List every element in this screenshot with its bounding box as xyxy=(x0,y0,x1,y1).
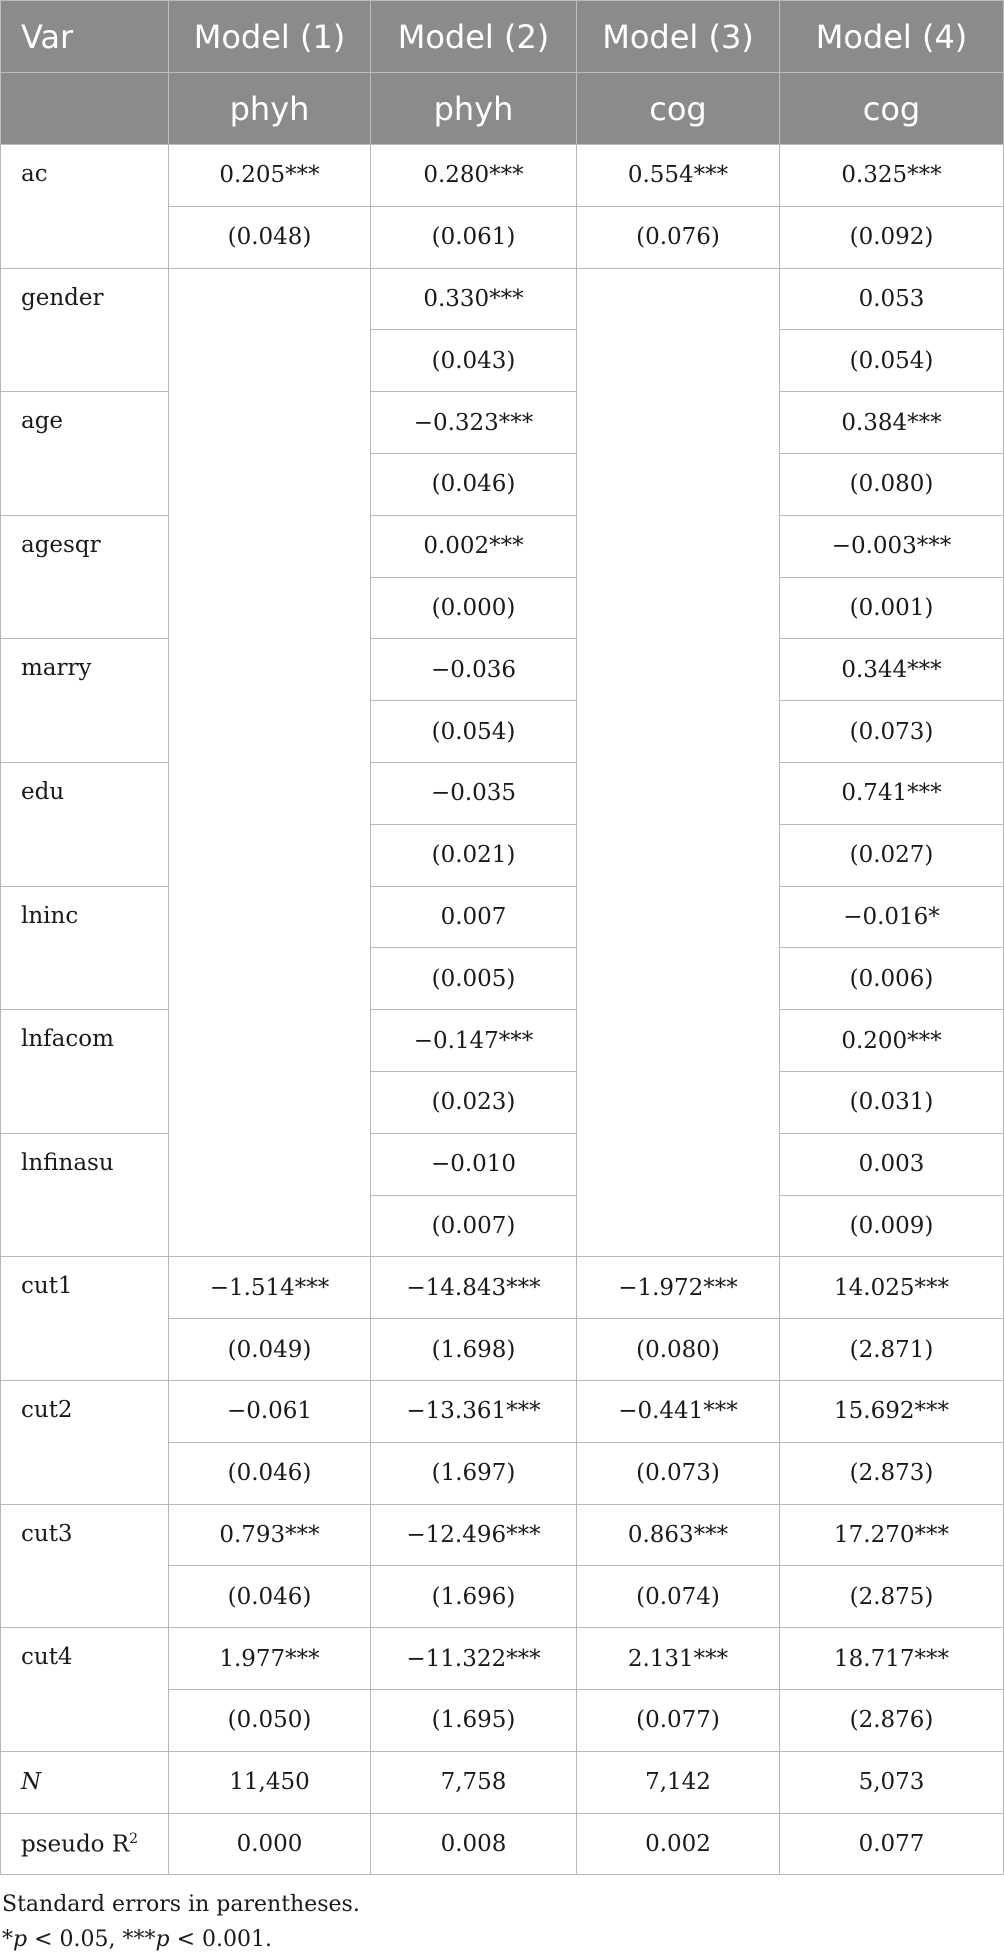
stat-cell: 7,142 xyxy=(577,1751,780,1813)
se-cell: (0.080) xyxy=(577,1319,780,1381)
se-cell: (1.697) xyxy=(371,1442,577,1504)
table-row-coef xyxy=(1,268,1004,330)
se-cell: (2.876) xyxy=(780,1689,1004,1751)
se-cell: (0.048) xyxy=(169,206,371,268)
coef-cell: 17.270*** xyxy=(780,1504,1004,1566)
se-cell: (0.046) xyxy=(169,1566,371,1628)
coef-cell: 0.344*** xyxy=(780,639,1004,701)
coef-cell: 0.002*** xyxy=(371,515,577,577)
blank-cell xyxy=(169,268,371,1257)
header-model-2: Model (2) xyxy=(371,1,577,73)
coef-cell: 0.554*** xyxy=(577,145,780,207)
table-row-coef xyxy=(1,1010,1004,1072)
coef-cell: 0.280*** xyxy=(371,145,577,207)
coef-cell: 15.692*** xyxy=(780,1380,1004,1442)
note-significance: *p < 0.05, ***p < 0.001. xyxy=(2,1927,272,1953)
coef-cell: 0.003 xyxy=(780,1133,1004,1195)
stat-cell: 0.077 xyxy=(780,1813,1004,1875)
coef-cell: −0.010 xyxy=(371,1133,577,1195)
se-cell: (0.046) xyxy=(169,1442,371,1504)
se-cell: (0.007) xyxy=(371,1195,577,1257)
table-row-coef xyxy=(1,639,1004,701)
se-cell: (0.054) xyxy=(371,701,577,763)
coef-cell: −0.035 xyxy=(371,762,577,824)
se-cell: (0.061) xyxy=(371,206,577,268)
row-label: edu xyxy=(1,762,169,886)
stat-cell: 0.008 xyxy=(371,1813,577,1875)
table-row-coef xyxy=(1,1257,1004,1319)
table-row-coef xyxy=(1,1380,1004,1442)
row-label: lninc xyxy=(1,886,169,1010)
se-cell: (0.080) xyxy=(780,453,1004,515)
se-cell: (0.050) xyxy=(169,1689,371,1751)
se-cell: (0.043) xyxy=(371,330,577,392)
coef-cell: 0.793*** xyxy=(169,1504,371,1566)
coef-cell: 0.007 xyxy=(371,886,577,948)
se-cell: (0.023) xyxy=(371,1071,577,1133)
se-cell: (2.871) xyxy=(780,1319,1004,1381)
se-cell: (0.077) xyxy=(577,1689,780,1751)
se-cell: (1.698) xyxy=(371,1319,577,1381)
se-cell: (0.000) xyxy=(371,577,577,639)
coef-cell: 0.330*** xyxy=(371,268,577,330)
coef-cell: −0.323*** xyxy=(371,392,577,454)
coef-cell: −1.514*** xyxy=(169,1257,371,1319)
se-cell: (0.009) xyxy=(780,1195,1004,1257)
stat-cell: 0.002 xyxy=(577,1813,780,1875)
row-label: cut3 xyxy=(1,1504,169,1628)
coef-cell: 0.053 xyxy=(780,268,1004,330)
header-row-models xyxy=(1,1,1004,73)
coef-cell: −0.441*** xyxy=(577,1380,780,1442)
header-model-1: Model (1) xyxy=(169,1,371,73)
note-standard-errors: Standard errors in parentheses. xyxy=(2,1892,360,1918)
coef-cell: 18.717*** xyxy=(780,1628,1004,1690)
header-model-3: Model (3) xyxy=(577,1,780,73)
table-body xyxy=(1,145,1004,1875)
coef-cell: −0.147*** xyxy=(371,1010,577,1072)
table-header xyxy=(1,1,1004,145)
row-label: lnfinasu xyxy=(1,1133,169,1257)
se-cell: (0.092) xyxy=(780,206,1004,268)
coef-cell: −11.322*** xyxy=(371,1628,577,1690)
coef-cell: 0.384*** xyxy=(780,392,1004,454)
se-cell: (1.695) xyxy=(371,1689,577,1751)
stat-cell: 0.000 xyxy=(169,1813,371,1875)
coef-cell: −0.061 xyxy=(169,1380,371,1442)
table-row-coef xyxy=(1,886,1004,948)
coef-cell: 2.131*** xyxy=(577,1628,780,1690)
se-cell: (0.073) xyxy=(780,701,1004,763)
se-cell: (0.074) xyxy=(577,1566,780,1628)
coef-cell: −13.361*** xyxy=(371,1380,577,1442)
se-cell: (0.073) xyxy=(577,1442,780,1504)
se-cell: (2.873) xyxy=(780,1442,1004,1504)
row-label: cut2 xyxy=(1,1380,169,1504)
coef-cell: 1.977*** xyxy=(169,1628,371,1690)
stat-cell: 11,450 xyxy=(169,1751,371,1813)
header-dep-2: phyh xyxy=(371,73,577,145)
table-row-coef xyxy=(1,1628,1004,1690)
header-dep-3: cog xyxy=(577,73,780,145)
coef-cell: 0.325*** xyxy=(780,145,1004,207)
coef-cell: −14.843*** xyxy=(371,1257,577,1319)
se-cell: (0.005) xyxy=(371,948,577,1010)
se-cell: (1.696) xyxy=(371,1566,577,1628)
table-row-coef xyxy=(1,762,1004,824)
se-cell: (0.001) xyxy=(780,577,1004,639)
se-cell: (0.054) xyxy=(780,330,1004,392)
coef-cell: −1.972*** xyxy=(577,1257,780,1319)
se-cell: (0.031) xyxy=(780,1071,1004,1133)
header-model-4: Model (4) xyxy=(780,1,1004,73)
row-label: gender xyxy=(1,268,169,392)
coef-cell: 0.741*** xyxy=(780,762,1004,824)
row-label: agesqr xyxy=(1,515,169,639)
table-row-coef xyxy=(1,515,1004,577)
coef-cell: −12.496*** xyxy=(371,1504,577,1566)
coef-cell: 0.205*** xyxy=(169,145,371,207)
se-cell: (0.006) xyxy=(780,948,1004,1010)
header-var: Var xyxy=(1,1,169,73)
table-row-coef xyxy=(1,1133,1004,1195)
header-row-dependent xyxy=(1,73,1004,145)
coef-cell: 0.863*** xyxy=(577,1504,780,1566)
row-label: lnfacom xyxy=(1,1010,169,1134)
se-cell: (0.046) xyxy=(371,453,577,515)
se-cell: (0.027) xyxy=(780,824,1004,886)
blank-cell xyxy=(577,268,780,1257)
table-row-coef xyxy=(1,1504,1004,1566)
coef-cell: 14.025*** xyxy=(780,1257,1004,1319)
table-row-stat xyxy=(1,1751,1004,1813)
header-blank xyxy=(1,73,169,145)
stat-label: pseudo $R^2$ xyxy=(1,1813,169,1875)
table-row-stat xyxy=(1,1813,1004,1875)
coef-cell: −0.016* xyxy=(780,886,1004,948)
table-row-coef xyxy=(1,145,1004,207)
row-label: ac xyxy=(1,145,169,269)
row-label: cut4 xyxy=(1,1628,169,1752)
se-cell: (0.021) xyxy=(371,824,577,886)
se-cell: (2.875) xyxy=(780,1566,1004,1628)
stat-cell: 7,758 xyxy=(371,1751,577,1813)
coef-cell: −0.036 xyxy=(371,639,577,701)
table-row-coef xyxy=(1,392,1004,454)
se-cell: (0.049) xyxy=(169,1319,371,1381)
table-notes xyxy=(0,1887,1003,1957)
row-label: cut1 xyxy=(1,1257,169,1381)
coef-cell: 0.200*** xyxy=(780,1010,1004,1072)
header-dep-4: cog xyxy=(780,73,1004,145)
stat-label: N xyxy=(1,1751,169,1813)
row-label: marry xyxy=(1,639,169,763)
header-dep-1: phyh xyxy=(169,73,371,145)
se-cell: (0.076) xyxy=(577,206,780,268)
coef-cell: −0.003*** xyxy=(780,515,1004,577)
stat-cell: 5,073 xyxy=(780,1751,1004,1813)
row-label: age xyxy=(1,392,169,516)
